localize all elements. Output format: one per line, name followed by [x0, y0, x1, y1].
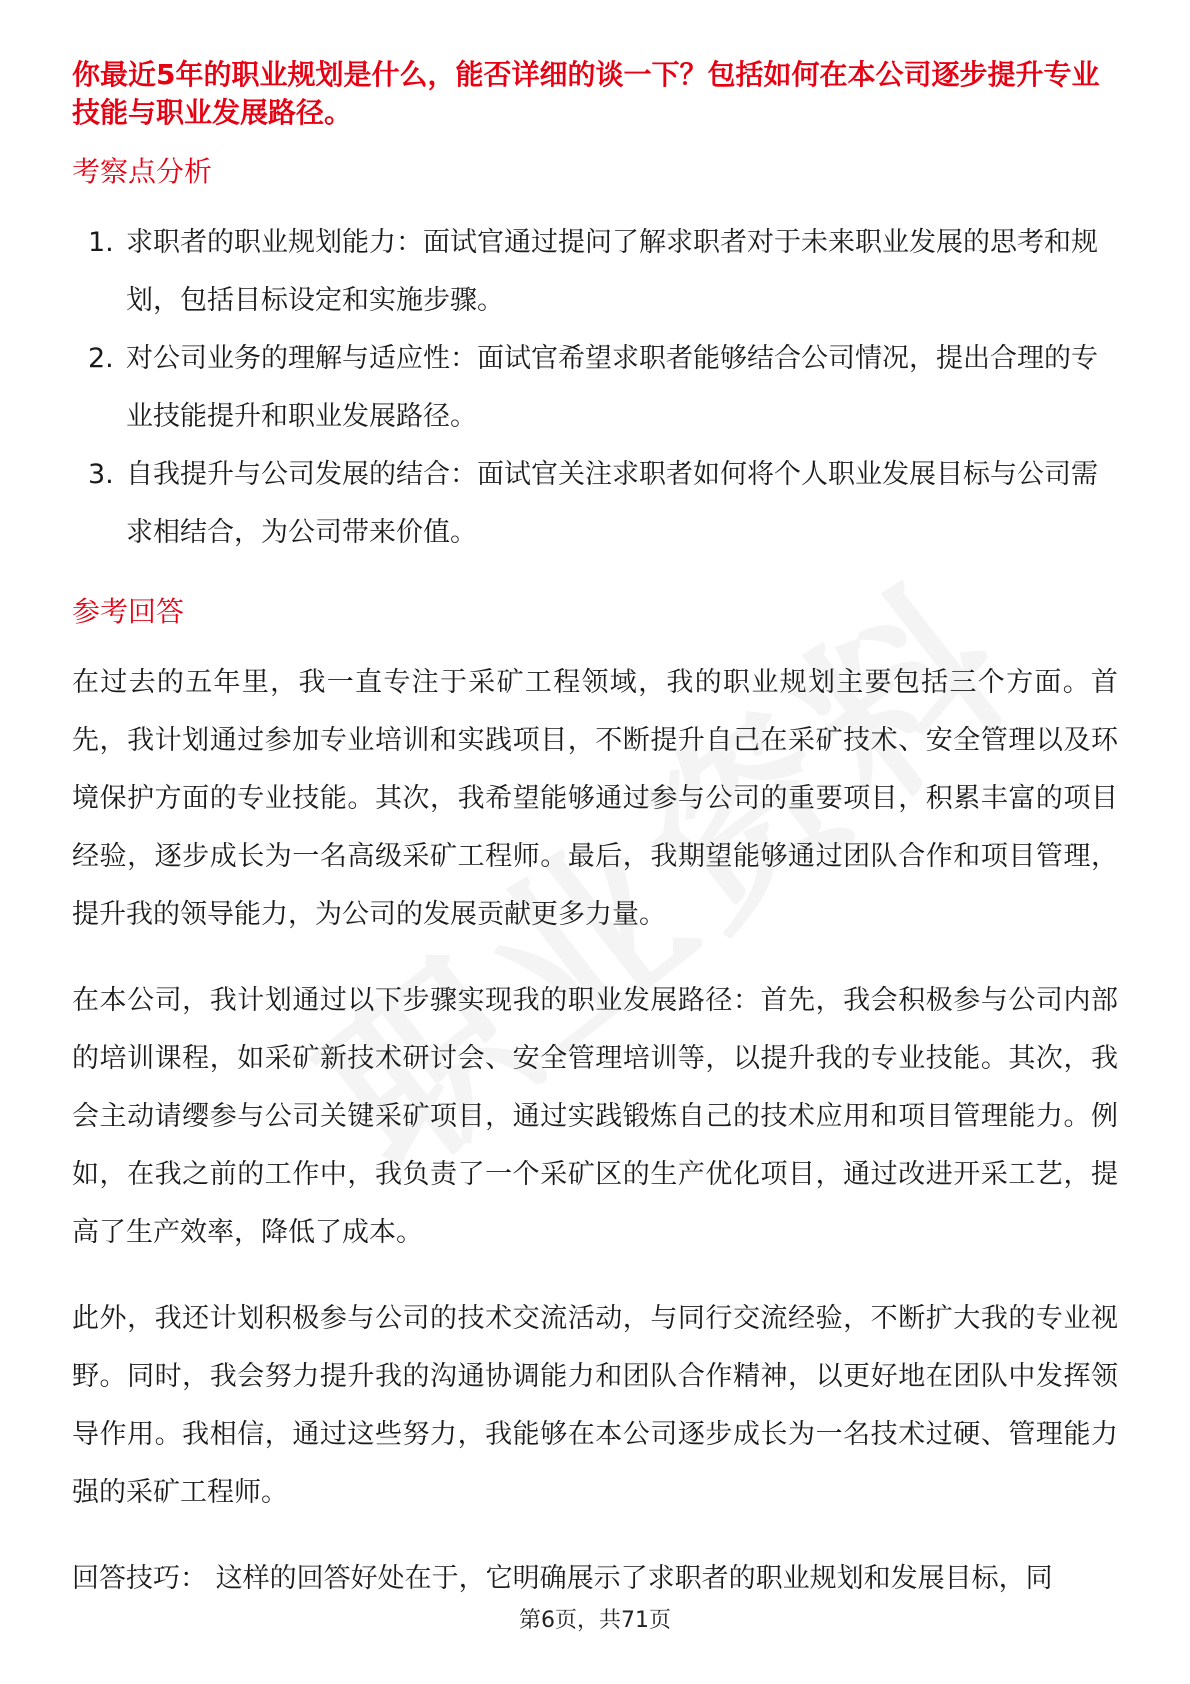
question-heading: 你最近5年的职业规划是什么，能否详细的谈一下？包括如何在本公司逐步提升专业技能与职业发展路径。 [72, 58, 1100, 129]
analysis-title: 考察点分析 [72, 155, 213, 188]
answer-tips-paragraph: 回答技巧： 这样的回答好处在于，它明确展示了求职者的职业规划和发展目标，同 [72, 1563, 1053, 1594]
point-number: 1. [88, 227, 114, 258]
analysis-point [72, 446, 1118, 562]
point-number: 3. [88, 459, 114, 490]
point-text: 求职者的职业规划能力：面试官通过提问了解求职者对于未来职业发展的思考和规划，包括目标设定和实施步骤。 [126, 227, 1098, 316]
point-text: 对公司业务的理解与适应性：面试官希望求职者能够结合公司情况，提出合理的专业技能提升和职业发展路径。 [126, 343, 1098, 432]
analysis-point-list [72, 214, 1118, 562]
document-page [72, 56, 1118, 1636]
page-number-footer: 第6页，共71页 [519, 1608, 671, 1633]
answer-paragraph: 在过去的五年里，我一直专注于采矿工程领域，我的职业规划主要包括三个方面。首先，我计划通过参加专业培训和实践项目，不断提升自己在采矿技术、安全管理以及环境保护方面的专业技能。其次，我希望能够通过参与公司的重要项目，积累丰富的项目经验，逐步成长为一名高级采矿工程师。最后，我期望能够通过团队合作和项目管理，提升我的领导能力，为公司的发展贡献更多力量。 [72, 667, 1118, 930]
answer-title: 参考回答 [72, 595, 185, 628]
analysis-point [72, 214, 1118, 330]
answer-paragraph: 此外，我还计划积极参与公司的技术交流活动，与同行交流经验，不断扩大我的专业视野。同时，我会努力提升我的沟通协调能力和团队合作精神，以更好地在团队中发挥领导作用。我相信，通过这些努力，我能够在本公司逐步成长为一名技术过硬、管理能力强的采矿工程师。 [72, 1303, 1118, 1508]
point-text: 自我提升与公司发展的结合：面试官关注求职者如何将个人职业发展目标与公司需求相结合，为公司带来价值。 [126, 459, 1098, 548]
analysis-point [72, 330, 1118, 446]
point-number: 2. [88, 343, 114, 374]
answer-paragraph: 在本公司，我计划通过以下步骤实现我的职业发展路径：首先，我会积极参与公司内部的培训课程，如采矿新技术研讨会、安全管理培训等，以提升我的专业技能。其次，我会主动请缨参与公司关键采矿项目，通过实践锻炼自己的技术应用和项目管理能力。例如，在我之前的工作中，我负责了一个采矿区的生产优化项目，通过改进开采工艺，提高了生产效率，降低了成本。 [72, 985, 1118, 1248]
